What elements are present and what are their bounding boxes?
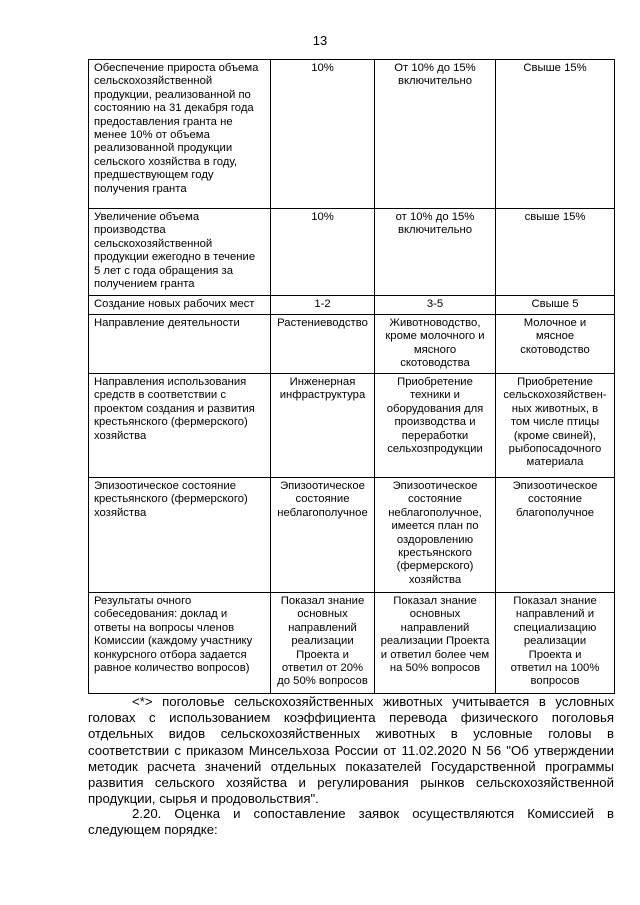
table-row xyxy=(89,593,615,694)
score-mid-cell xyxy=(375,374,496,478)
score-mid-text: от 10% до 15% включительно xyxy=(395,211,475,237)
score-high-text: Свыше 5 xyxy=(531,298,579,310)
table-row xyxy=(89,60,615,209)
score-mid-text: Эпизоотическое состояние неблагополучное, имеется план по оздоровлению крестьянского (фермерского) хозяйства xyxy=(388,480,482,586)
table-row xyxy=(89,478,615,593)
footnote-block xyxy=(88,694,614,807)
score-high-cell xyxy=(496,478,615,593)
score-high-cell xyxy=(496,315,615,374)
score-low-text: 10% xyxy=(311,211,334,223)
score-mid-cell xyxy=(375,296,496,315)
score-low-cell xyxy=(271,296,375,315)
score-low-cell xyxy=(271,478,375,593)
score-high-cell xyxy=(496,209,615,296)
table-row xyxy=(89,296,615,315)
score-mid-text: Приобретение техники и оборудования для производства и переработки сельхозпродукции xyxy=(386,376,484,456)
table-row xyxy=(89,315,615,374)
score-low-cell xyxy=(271,209,375,296)
score-mid-cell xyxy=(375,315,496,374)
score-low-cell xyxy=(271,315,375,374)
section-2-20-text: 2.20. Оценка и сопоставление заявок осуществляются Комиссией в следующем порядке: xyxy=(88,806,614,838)
criterion-text: Увеличение объема производства сельскохозяйственной продукции ежегодно в течение 5 лет с года обращения за получением гранта xyxy=(94,211,256,291)
score-high-text: Свыше 15% xyxy=(523,62,587,74)
criterion-text: Создание новых рабочих мест xyxy=(94,298,255,310)
criterion-cell xyxy=(89,478,271,593)
evaluation-criteria-table xyxy=(88,59,615,694)
score-mid-cell xyxy=(375,60,496,209)
criterion-cell xyxy=(89,209,271,296)
score-high-text: Показал знание направлений и специализацию реализации Проекта и ответил на 100% вопросов xyxy=(510,595,600,688)
criterion-cell xyxy=(89,296,271,315)
criterion-text: Результаты очного собеседования: доклад и ответы на вопросы членов Комиссии (каждому участнику конкурсного отбора задается равное количество вопросов) xyxy=(94,595,253,675)
score-low-text: 10% xyxy=(311,62,334,74)
score-high-cell xyxy=(496,593,615,694)
criterion-text: Обеспечение прироста объема сельскохозяйственной продукции, реализованной по состоянию на 31 декабря года предоставления гранта не менее 10% от объема реализованной продукции сельского хозяйства в году, предшествующем году получения гранта xyxy=(94,62,259,195)
page-number: 13 xyxy=(312,33,328,48)
score-low-text: Растениеводство xyxy=(277,317,368,329)
score-high-cell xyxy=(496,374,615,478)
score-mid-text: Показал знание основных направлений реализации Проекта и ответил более чем на 50% вопросов xyxy=(380,595,490,675)
footnote-text: <*> поголовье сельскохозяйственных животных учитывается в условных головах с использованием коэффициента перевода физического поголовья отдельных видов сельскохозяйственных животных в условные головы в соответствии с приказом Минсельхоза России от 11.02.2020 N 56 "Об утверждении методик расчета значений отдельных показателей Государственной программы развития сельского хозяйства и регулирования рынков сельскохозяйственной продукции, сырья и продовольствия". xyxy=(88,694,614,807)
score-low-text: Эпизоотическое состояние неблагополучное xyxy=(277,480,368,519)
score-high-text: Эпизоотическое состояние благополучное xyxy=(512,480,598,519)
score-mid-text: От 10% до 15% включительно xyxy=(394,62,476,88)
score-low-cell xyxy=(271,593,375,694)
score-mid-text: 3-5 xyxy=(426,298,444,310)
score-high-text: Молочное и мясное скотоводство xyxy=(520,317,590,356)
score-low-cell xyxy=(271,374,375,478)
criterion-text: Эпизоотическое состояние крестьянского (фермерского) хозяйства xyxy=(94,480,248,519)
criterion-cell xyxy=(89,315,271,374)
criterion-cell xyxy=(89,60,271,209)
score-low-text: Инженерная инфраструктура xyxy=(279,376,366,402)
score-mid-cell xyxy=(375,593,496,694)
table-row xyxy=(89,209,615,296)
criterion-cell xyxy=(89,593,271,694)
criterion-text: Направление деятельности xyxy=(94,317,240,329)
score-low-cell xyxy=(271,60,375,209)
criterion-text: Направления использования средств в соответствии с проектом создания и развития крестьянского (фермерского) хозяйства xyxy=(94,376,255,442)
criterion-cell xyxy=(89,374,271,478)
score-low-text: 1-2 xyxy=(314,298,331,310)
score-high-text: Приобретение сельскохозяйствен- ных животных, в том числе птицы (кроме свиней), рыбопосадочного материала xyxy=(503,376,607,469)
score-high-cell xyxy=(496,296,615,315)
section-2-20-block xyxy=(88,806,614,838)
table-row xyxy=(89,374,615,478)
score-mid-text: Животноводство, кроме молочного и мясного скотоводства xyxy=(385,317,485,370)
score-mid-cell xyxy=(375,478,496,593)
score-high-cell xyxy=(496,60,615,209)
score-high-text: свыше 15% xyxy=(524,211,586,223)
score-mid-cell xyxy=(375,209,496,296)
score-low-text: Показал знание основных направлений реализации Проекта и ответил от 20% до 50% вопросов xyxy=(277,595,368,688)
